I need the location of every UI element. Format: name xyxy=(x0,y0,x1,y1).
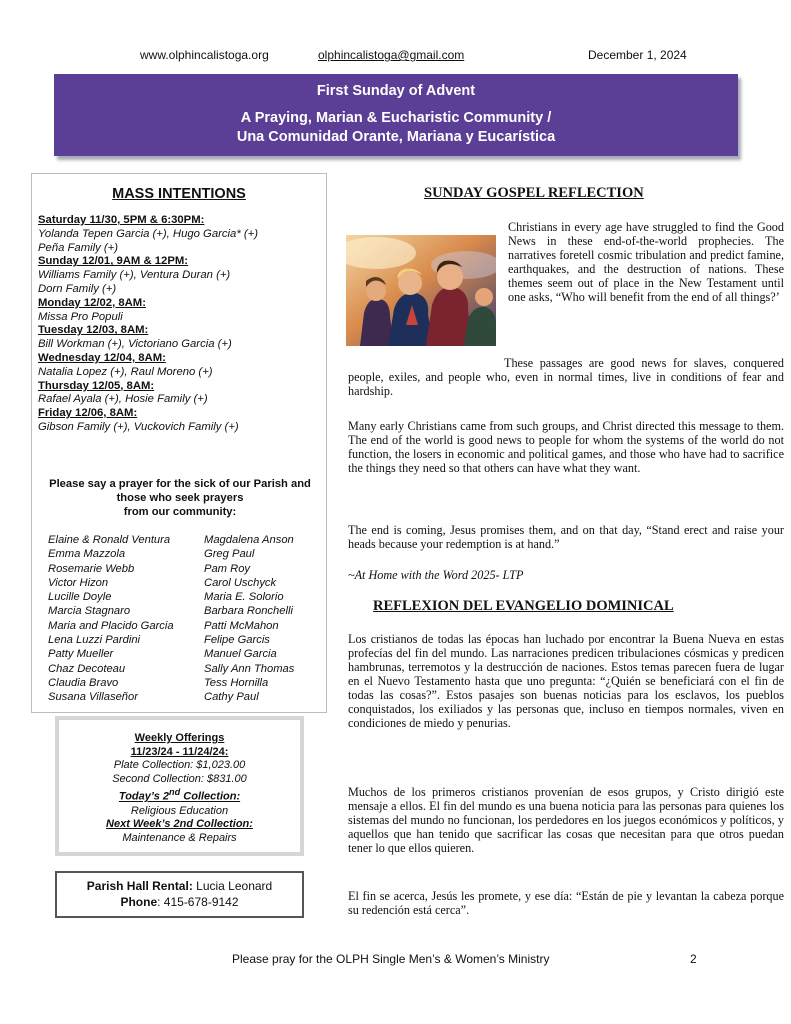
sick-name: Patty Mueller xyxy=(48,648,114,661)
sick-name: Emma Mazzola xyxy=(48,548,126,561)
sick-name: Barbara Ronchelli xyxy=(204,605,293,618)
sick-name: Manuel Garcia xyxy=(204,648,277,661)
bulletin-date: December 1, 2024 xyxy=(588,48,687,62)
reflection-credit: ~At Home with the Word 2025- LTP xyxy=(348,568,524,582)
todays-label-post: Collection: xyxy=(180,791,241,804)
todays-label-sup: nd xyxy=(169,787,181,798)
website-link[interactable]: www.olphincalistoga.org xyxy=(140,48,269,62)
rental-phone-line xyxy=(57,894,302,910)
mass-day: Thursday 12/05, 8AM: xyxy=(38,379,155,392)
sick-list-column-1 xyxy=(48,533,174,705)
mass-day: Tuesday 12/03, 8AM: xyxy=(38,324,149,337)
banner-title: First Sunday of Advent xyxy=(316,83,476,99)
sick-name: Elaine & Ronald Ventura xyxy=(48,534,171,546)
mass-names: Yolanda Tepen Garcia (+), Hugo Garcia* (+) xyxy=(38,227,258,240)
banner-line-1: A Praying, Marian & Eucharistic Community / xyxy=(240,110,552,126)
email-link[interactable]: olphincalistoga@gmail.com xyxy=(318,48,465,62)
rental-label: Parish Hall Rental: xyxy=(86,879,193,893)
phone-label: Phone xyxy=(120,895,158,909)
reflexion-paragraph-3: El fin se acerca, Jesús les promete, y ese día: “Están de pie y levantan la cabeza porque su redención está cerca”. xyxy=(348,889,784,917)
sick-name: Cathy Paul xyxy=(204,691,259,704)
rental-phone: : 415-678-9142 xyxy=(157,895,239,909)
sick-name: Victor Hizon xyxy=(48,576,109,589)
next-collection-value: Maintenance & Repairs xyxy=(122,831,237,844)
banner-subtitle xyxy=(54,109,738,147)
sick-name: Sally Ann Thomas xyxy=(204,662,295,675)
offerings-title: Weekly Offerings xyxy=(134,732,225,744)
mass-intentions-box xyxy=(31,173,327,713)
sick-name: Greg Paul xyxy=(204,548,255,561)
reflexion-paragraph-1: Los cristianos de todas las épocas han luchado por encontrar la Buena Nueva en estas profecías del fin del mundo. Las narraciones predicen tribulaciones cósmicas y predicen hambrunas, terremotos y la destrucción de naciones. Estos temas parecen fuera de lugar en el Nuevo Testamento hasta que uno pregunta: “¿Quién se beneficiará con el fin de todas las cosas?”. Estos pasajes son buenas noticias para los esclavos, los pueblos conquistados, los exiliados y las personas que, incluso en tiempos normales, viven en condiciones de miedo y penurias. xyxy=(348,632,784,730)
sick-name: Claudia Bravo xyxy=(48,676,119,689)
todays-collection-label xyxy=(59,786,300,804)
people-looking-up-icon xyxy=(346,235,496,346)
mass-day: Saturday 11/30, 5PM & 6:30PM: xyxy=(38,214,205,226)
rental-name: Lucia Leonard xyxy=(192,879,273,893)
sick-name: Magdalena Anson xyxy=(204,534,294,546)
sick-name: Felipe Garcis xyxy=(204,634,270,647)
mass-day: Friday 12/06, 8AM: xyxy=(38,407,138,420)
mass-day: Monday 12/02, 8AM: xyxy=(38,296,146,309)
prayer-request-heading xyxy=(32,477,328,519)
reflection-paragraph-1-continued: These passages are good news for slaves, conquered people, exiles, and people who, even in normal times, live in conditions of fear and hardship. xyxy=(348,356,784,398)
mass-names: Williams Family (+), Ventura Duran (+) xyxy=(38,269,231,282)
sick-name: Carol Uschyck xyxy=(204,576,277,589)
reflection-paragraph-3: The end is coming, Jesus promises them, and on that day, “Stand erect and raise your heads because your redemption is at hand.” xyxy=(348,523,784,551)
sick-name: Chaz Decoteau xyxy=(48,662,126,675)
reflexion-paragraph-2: Muchos de los primeros cristianos provenían de esos grupos, y Cristo dirigió este mensaje a ellos. El fin del mundo es una buena noticia para las personas para quienes los sistemas del mundo no funcionan, los perdedores en los juegos económicos y políticos, y aquellos que han tenido que sacrificar las cosas que necesitan para que otros puedan tener lo que ellos quieren. xyxy=(348,785,784,855)
reflection-paragraph-1: Christians in every age have struggled to find the Good News in these end-of-the-world prophecies. The narratives foretell cosmic tribulation and predict famine, earthquakes, and the destruction of nations. These themes seem out of place in the New Testament until one asks, “Who will benefit from the end of all things?’ xyxy=(508,220,784,304)
mass-intentions-title: MASS INTENTIONS xyxy=(112,186,246,202)
sick-name: Maria E. Solorio xyxy=(204,591,284,604)
prayer-line-3: from our community: xyxy=(123,506,237,518)
page-number: 2 xyxy=(690,952,697,966)
mass-day: Sunday 12/01, 9AM & 12PM: xyxy=(38,255,189,268)
next-collection-label: Next Week’s 2nd Collection: xyxy=(106,818,253,831)
plate-collection: Plate Collection: $1,023.00 xyxy=(113,759,246,772)
parish-hall-rental-box xyxy=(55,871,304,918)
footer-prayer-note: Please pray for the OLPH Single Men’s & Women’s Ministry xyxy=(232,952,550,966)
second-collection: Second Collection: $831.00 xyxy=(112,772,247,785)
todays-label-pre: Today’s 2 xyxy=(118,791,170,804)
sick-name: Pam Roy xyxy=(204,562,251,575)
sick-name: Rosemarie Webb xyxy=(48,562,135,575)
prayer-line-1: Please say a prayer for the sick of our Parish and xyxy=(49,478,311,490)
reflection-paragraph-2: Many early Christians came from such groups, and Christ directed this message to them. The end of the world is good news to people for whom the systems of the world do not function, the losers in economic and political games, and those who have had to sacrifice the things they need so that others can have what they want. xyxy=(348,419,784,475)
mass-intentions-list xyxy=(38,214,324,435)
offerings-period: 11/23/24 - 11/24/24: xyxy=(130,745,229,758)
mass-names: Peña Family (+) xyxy=(38,241,119,254)
gospel-reflection-title: SUNDAY GOSPEL REFLECTION xyxy=(424,185,644,201)
title-banner xyxy=(54,74,738,156)
mass-names: Bill Workman (+), Victoriano Garcia (+) xyxy=(38,338,232,351)
advent-illustration xyxy=(346,235,496,346)
rental-contact xyxy=(57,878,302,894)
sick-name: Lucille Doyle xyxy=(48,591,112,604)
prayer-line-2: those who seek prayers xyxy=(116,492,244,504)
todays-collection-value: Religious Education xyxy=(130,804,229,817)
sick-name: Patti McMahon xyxy=(204,619,279,632)
banner-line-2: Una Comunidad Orante, Mariana y Eucarística xyxy=(236,129,556,145)
sick-name: Tess Hornilla xyxy=(204,676,269,689)
mass-names: Gibson Family (+), Vuckovich Family (+) xyxy=(38,420,239,433)
mass-names: Missa Pro Populi xyxy=(38,310,123,323)
mass-names: Rafael Ayala (+), Hosie Family (+) xyxy=(38,393,208,406)
sick-name: Maria and Placido Garcia xyxy=(48,619,174,632)
sick-name: Lena Luzzi Pardini xyxy=(48,634,141,647)
mass-day: Wednesday 12/04, 8AM: xyxy=(38,351,166,364)
sick-list-column-2 xyxy=(204,533,294,705)
sick-name: Marcia Stagnaro xyxy=(48,605,131,618)
reflexion-title: REFLEXION DEL EVANGELIO DOMINICAL xyxy=(373,598,674,614)
mass-names: Dorn Family (+) xyxy=(38,282,117,295)
mass-names: Natalia Lopez (+), Raul Moreno (+) xyxy=(38,365,213,378)
weekly-offerings-box xyxy=(55,716,304,856)
sick-name: Susana Villaseñor xyxy=(48,691,138,704)
